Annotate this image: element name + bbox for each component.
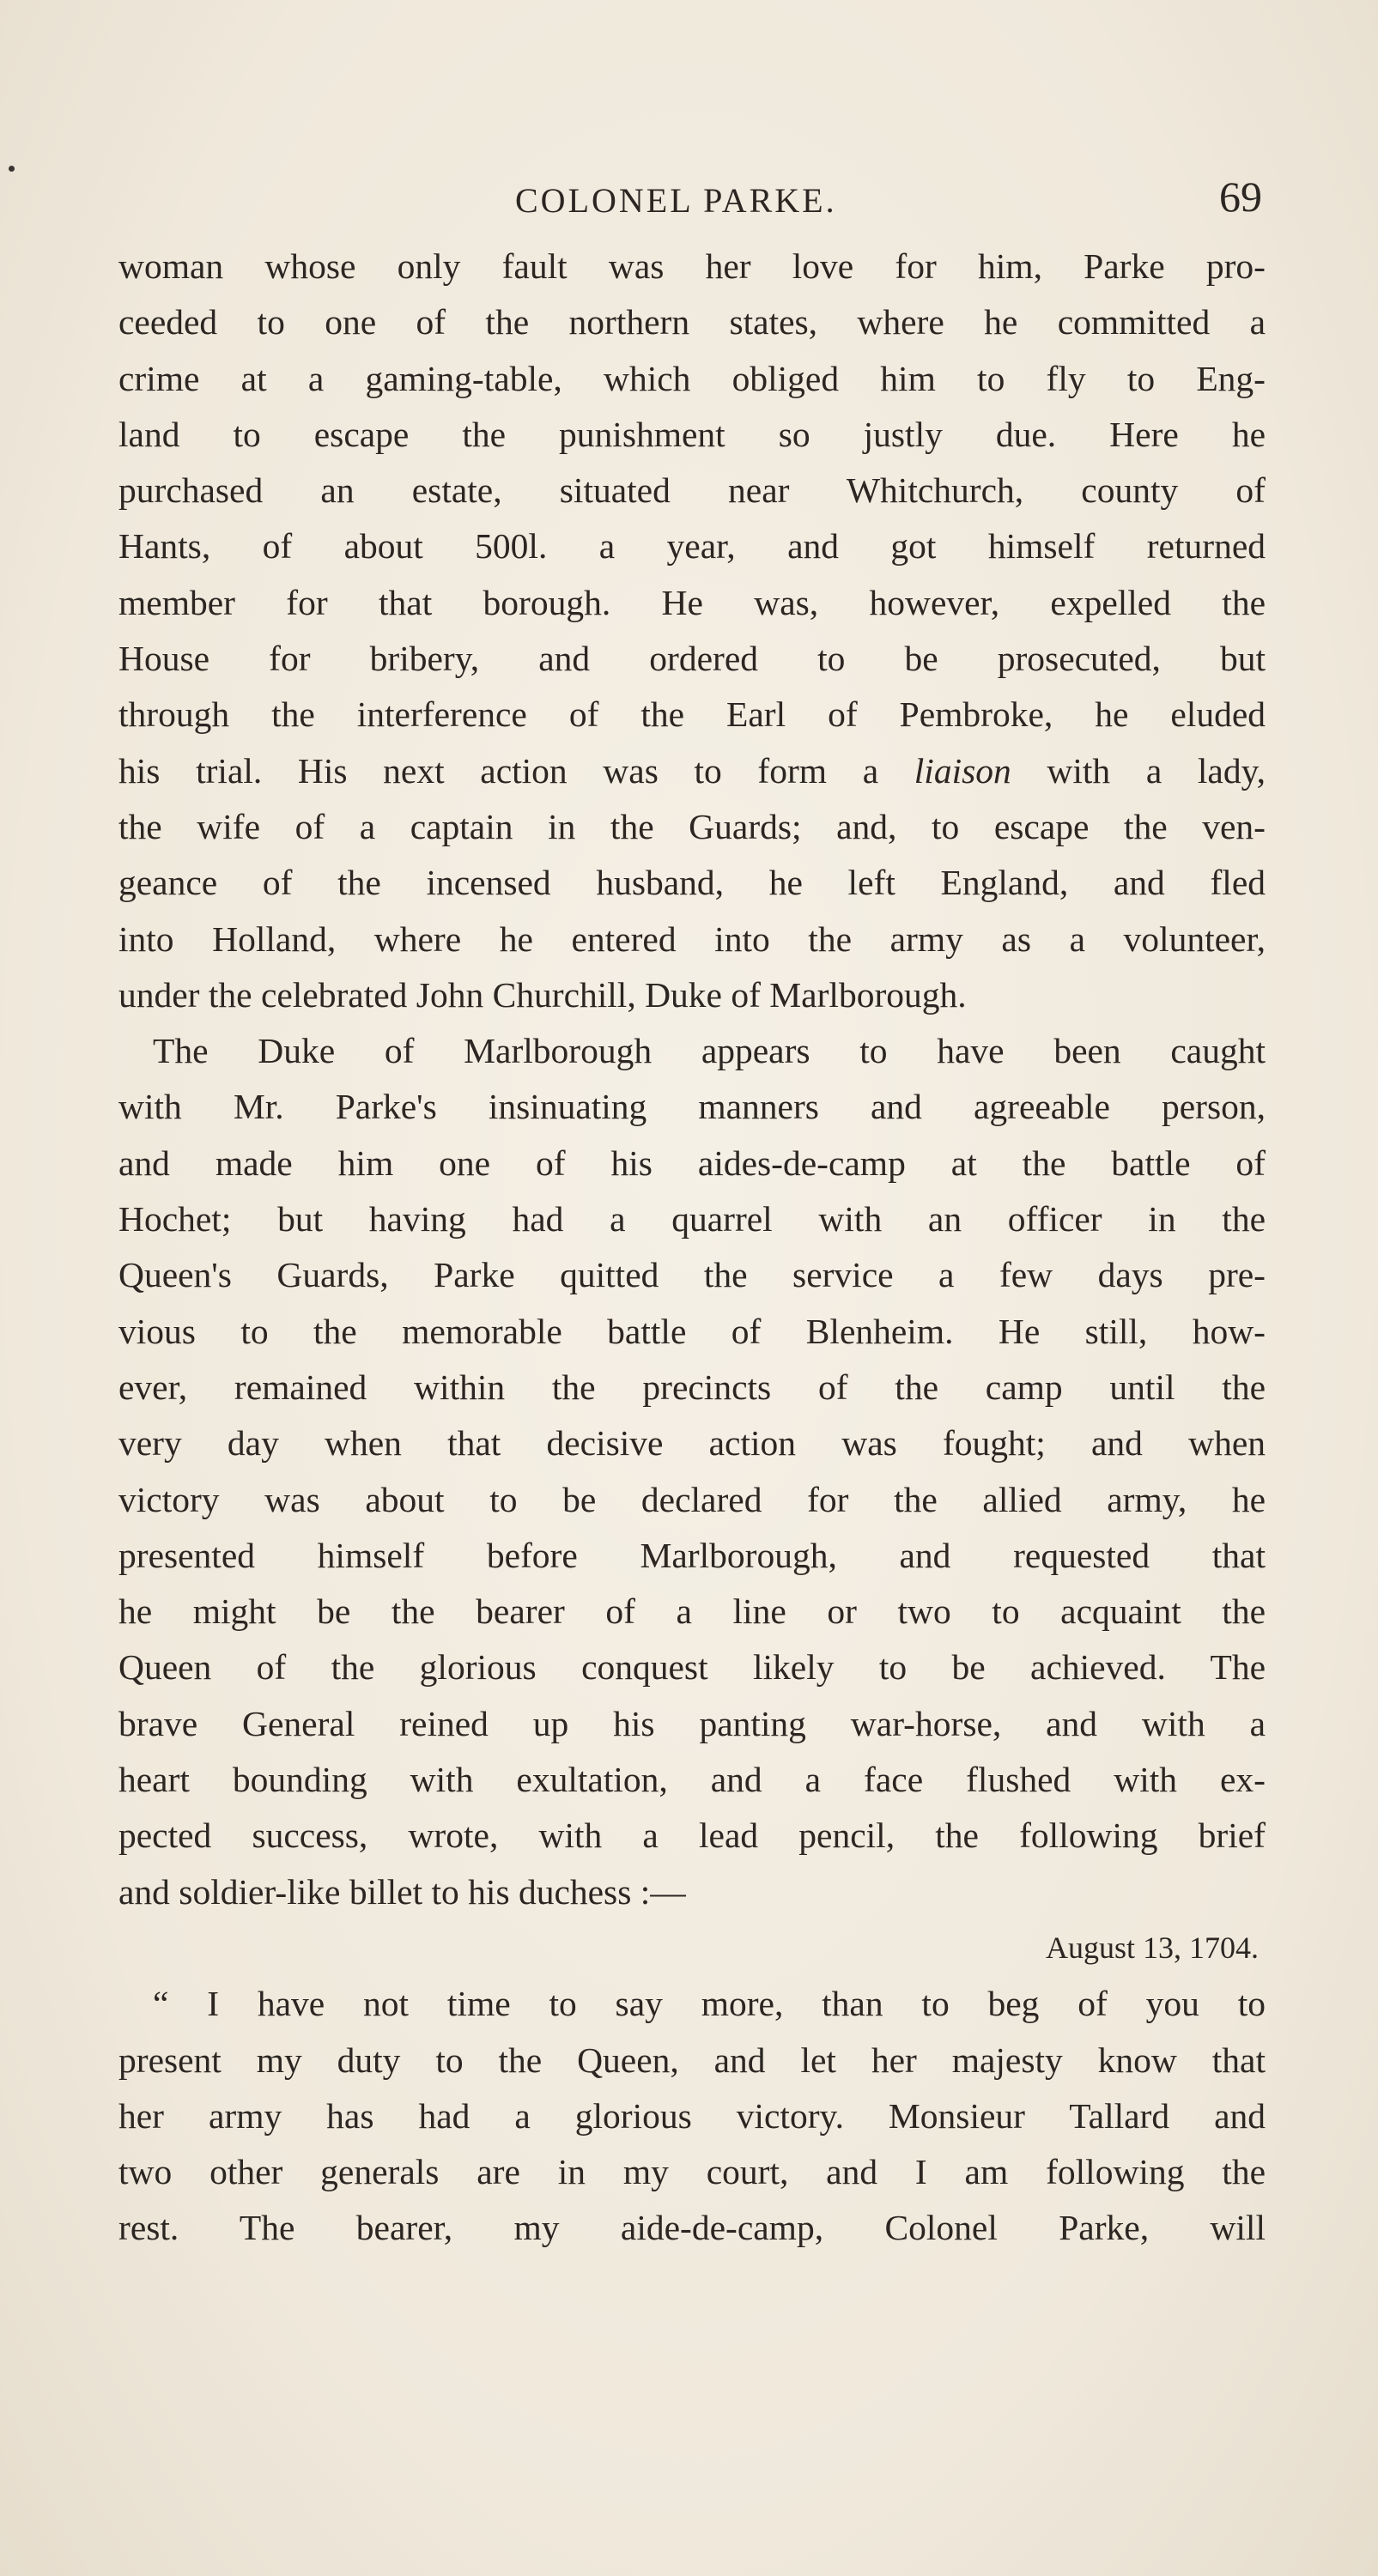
text-line: woman whose only fault was her love for him, Parke pro- [118, 246, 1266, 286]
page-header [120, 172, 1262, 223]
text-line: through the interference of the Earl of Pembroke, he eluded [118, 694, 1266, 735]
text-line: with Mr. Parke's insinuating manners and agreeable person, [118, 1087, 1266, 1127]
text-line: victory was about to be declared for the allied army, he [118, 1479, 1266, 1519]
body-text [118, 239, 1266, 2257]
text-line: under the celebrated John Churchill, Duke of Marlborough. [118, 974, 967, 1015]
text-line: ceeded to one of the northern states, where he committed a [118, 302, 1266, 342]
text-line: Queen's Guards, Parke quitted the service a few days pre- [118, 1255, 1266, 1295]
text-line: and soldier-like billet to his duchess :— [118, 1871, 686, 1912]
text-line: her army has had a glorious victory. Monsieur Tallard and [118, 2095, 1266, 2136]
text-line [118, 743, 1266, 799]
text-line: ever, remained within the precincts of the camp until the [118, 1367, 1266, 1407]
text-line: and made him one of his aides-de-camp at the battle of [118, 1143, 1266, 1183]
italic-word: liaison [914, 750, 1011, 791]
text-line: he might be the bearer of a line or two to acquaint the [118, 1591, 1266, 1632]
page-number: 69 [1219, 173, 1262, 221]
text-line: heart bounding with exultation, and a face flushed with ex- [118, 1760, 1266, 1800]
text-line: very day when that decisive action was fought; and when [118, 1423, 1266, 1464]
text-line: presented himself before Marlborough, and requested that [118, 1535, 1266, 1575]
text-line: “ I have not time to say more, than to beg of you to [153, 1984, 1266, 2024]
text-line: the wife of a captain in the Guards; and, to escape the ven- [118, 806, 1266, 846]
letter-date: August 13, 1704. [1045, 1930, 1259, 1965]
text-line: crime at a gaming-table, which obliged him to fly to Eng- [118, 358, 1266, 398]
text-line: Hants, of about 500l. a year, and got himself returned [118, 526, 1266, 567]
text-line: pected success, wrote, with a lead pencil, the following brief [118, 1815, 1266, 1856]
text-line: into Holland, where he entered into the army as a volunteer, [118, 918, 1266, 959]
text-line: vious to the memorable battle of Blenheim. He still, how- [118, 1311, 1266, 1351]
text-line: present my duty to the Queen, and let her majesty know that [118, 2040, 1266, 2080]
running-head: COLONEL PARKE. [515, 181, 837, 220]
text-line: brave General reined up his panting war-horse, and with a [118, 1703, 1266, 1743]
text-line: two other generals are in my court, and I am following the [118, 2152, 1266, 2192]
text-line: Hochet; but having had a quarrel with an officer in the [118, 1199, 1266, 1240]
text-line: Queen of the glorious conquest likely to be achieved. The [118, 1647, 1266, 1688]
text-line: House for bribery, and ordered to be prosecuted, but [118, 639, 1266, 679]
text-line: geance of the incensed husband, he left England, and fled [118, 863, 1266, 903]
ink-speck [9, 166, 15, 172]
text-line: member for that borough. He was, however, expelled the [118, 582, 1266, 622]
text-segment: with a lady, [1011, 750, 1266, 791]
text-line: rest. The bearer, my aide-de-camp, Colonel Parke, will [118, 2208, 1266, 2248]
text-segment: his trial. His next action was to form a [118, 750, 879, 791]
text-line: land to escape the punishment so justly due. Here he [118, 414, 1266, 454]
text-line: The Duke of Marlborough appears to have been caught [153, 1031, 1266, 1071]
text-line: purchased an estate, situated near Whitchurch, county of [118, 470, 1266, 511]
